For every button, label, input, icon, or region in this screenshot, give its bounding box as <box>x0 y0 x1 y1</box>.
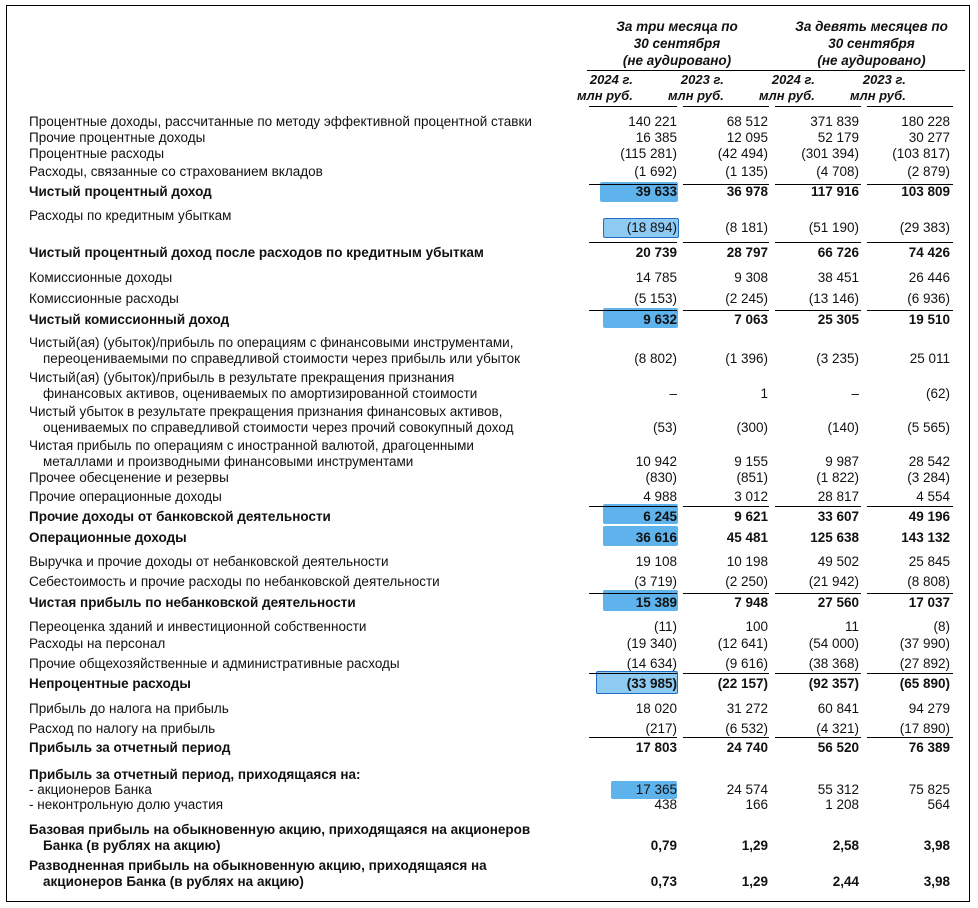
row-label: - акционеров Банка <box>29 782 152 797</box>
row-other-banking-income <box>7 509 969 525</box>
cell-9m-2023: 17 037 <box>908 595 950 610</box>
cell-9m-2023: 76 389 <box>908 740 950 755</box>
cell-q-2024: 0,73 <box>650 874 677 889</box>
row-label: Комиссионные расходы <box>29 291 179 306</box>
header-nine-months-line1: За девять месяцев по <box>795 19 948 34</box>
row-label: Разводненная прибыль на обыкновенную акцию, приходящаяся на <box>29 858 487 873</box>
row-other-operating-income <box>7 489 969 505</box>
row-label: Чистый комиссионный доход <box>29 312 230 327</box>
row-personnel-expenses <box>7 636 969 652</box>
cell-q-2023: 31 272 <box>726 701 768 716</box>
row-diluted-eps <box>7 858 969 874</box>
row-label: Чистый(ая) (убыток)/прибыль по операциям с финансовыми инструментами, <box>29 335 514 350</box>
total-underline <box>683 310 769 311</box>
row-commission-expense <box>7 291 969 307</box>
cell-9m-2023: (103 817) <box>892 146 950 161</box>
row-net-interest-after-credit-loss <box>7 245 969 261</box>
cell-9m-2024: 55 312 <box>817 782 859 797</box>
column-year: 2023 г. <box>862 72 906 87</box>
cell-q-2023: 28 797 <box>726 245 768 260</box>
row-label: Прибыль за отчетный период, приходящаяся на: <box>29 767 361 782</box>
cell-9m-2024: 49 502 <box>817 554 859 569</box>
cell-q-2024: 4 988 <box>643 489 677 504</box>
cell-9m-2023: 180 228 <box>901 114 950 129</box>
cell-q-2023: 36 978 <box>726 184 768 199</box>
total-underline <box>589 506 677 507</box>
total-underline <box>589 593 677 594</box>
row-label-continued: оцениваемых по справедливой стоимости через прочий совокупный доход <box>43 420 514 435</box>
row-label: Себестоимость и прочие расходы по небанковской деятельности <box>29 574 440 589</box>
total-underline <box>589 310 677 311</box>
cell-9m-2023: 94 279 <box>908 701 950 716</box>
financial-statement <box>6 5 970 902</box>
cell-q-2023: 3 012 <box>734 489 768 504</box>
header-nine-months <box>779 18 964 69</box>
cell-q-2024: (33 985) <box>626 676 677 691</box>
total-underline <box>683 593 769 594</box>
row-label: Прочие операционные доходы <box>29 489 222 504</box>
row-other-impairment <box>7 470 969 486</box>
cell-9m-2024: 38 451 <box>817 270 859 285</box>
cell-9m-2024: 25 305 <box>817 312 859 327</box>
row-label: Базовая прибыль на обыкновенную акцию, приходящаяся на акционеров <box>29 822 531 837</box>
total-underline <box>775 593 861 594</box>
column-year: 2024 г. <box>589 72 633 87</box>
cell-q-2023: (1 396) <box>725 351 768 366</box>
cell-9m-2024: 66 726 <box>817 245 859 260</box>
row-label: Прочие процентные доходы <box>29 130 206 145</box>
total-underline <box>589 242 677 243</box>
row-label-continued: Банка (в рублях на акцию) <box>43 838 221 853</box>
cell-9m-2024: (4 708) <box>816 164 859 179</box>
cell-9m-2023: (17 890) <box>899 721 950 736</box>
header-three-months <box>597 18 757 69</box>
cell-q-2023: 12 095 <box>726 130 768 145</box>
column-unit: млн руб. <box>577 88 633 103</box>
total-underline <box>683 242 769 243</box>
cell-q-2023: 9 155 <box>734 454 768 469</box>
cell-9m-2024: 60 841 <box>817 701 859 716</box>
row-label-continued: металлами и производными финансовыми инструментами <box>43 454 414 469</box>
header-three-months-line2: 30 сентября <box>633 36 721 51</box>
row-label: Расходы, связанные со страхованием вкладов <box>29 164 323 179</box>
cell-q-2023: (300) <box>736 420 768 435</box>
cell-9m-2023: (8 808) <box>907 574 950 589</box>
row-label: Расход по налогу на прибыль <box>29 721 216 736</box>
cell-q-2023: 9 308 <box>734 270 768 285</box>
row-label: Прибыль до налога на прибыль <box>29 701 229 716</box>
cell-9m-2023: 75 825 <box>908 782 950 797</box>
cell-q-2024: 19 108 <box>635 554 677 569</box>
row-label: Чистая прибыль по операциям с иностранной валютой, драгоценными <box>29 438 474 453</box>
row-label: Комиссионные доходы <box>29 270 173 285</box>
row-label-continued: переоцениваемыми по справедливой стоимости через прибыль или убыток <box>43 351 521 366</box>
cell-9m-2024: (51 190) <box>808 220 859 235</box>
cell-9m-2024: 371 839 <box>810 114 859 129</box>
cell-9m-2023: 3,98 <box>923 838 950 853</box>
row-deposit-insurance <box>7 164 969 180</box>
cell-q-2024: 18 020 <box>635 701 677 716</box>
cell-9m-2023: 28 542 <box>908 454 950 469</box>
row-net-commission-income <box>7 312 969 328</box>
row-label: Прочие общехозяйственные и административные расходы <box>29 656 400 671</box>
row-fvtpl-gain-loss-cont <box>7 351 969 367</box>
row-credit-loss-values <box>7 220 969 236</box>
cell-q-2024: 140 221 <box>628 114 677 129</box>
cell-9m-2023: (29 383) <box>899 220 950 235</box>
total-underline <box>775 506 861 507</box>
row-net-interest-income <box>7 184 969 200</box>
cell-9m-2024: 2,58 <box>832 838 859 853</box>
total-underline <box>683 506 769 507</box>
header-nine-months-line3: (не аудировано) <box>817 53 926 68</box>
row-nonbanking-profit <box>7 595 969 611</box>
header-group-underline <box>587 70 965 71</box>
cell-q-2024: (11) <box>653 619 677 634</box>
cell-q-2023: (22 157) <box>717 676 768 691</box>
cell-9m-2024: 28 817 <box>817 489 859 504</box>
total-underline <box>867 242 953 243</box>
cell-q-2023: (2 245) <box>725 291 768 306</box>
cell-q-2024: 16 385 <box>635 130 677 145</box>
row-profit-attributable-heading <box>7 767 969 783</box>
cell-q-2024: 0,79 <box>650 838 677 853</box>
cell-q-2023: (1 135) <box>725 164 768 179</box>
cell-9m-2023: 19 510 <box>908 312 950 327</box>
cell-q-2023: (6 532) <box>725 721 768 736</box>
row-derecognition-amortized-cont <box>7 386 969 402</box>
total-underline <box>589 673 677 674</box>
row-label: Прочее обесценение и резервы <box>29 470 229 485</box>
header-column-underline <box>775 106 861 107</box>
cell-9m-2023: (6 936) <box>907 291 950 306</box>
cell-q-2023: 1 <box>760 386 768 401</box>
row-label: Переоценка зданий и инвестиционной собственности <box>29 619 367 634</box>
row-fx-metals-derivatives-cont <box>7 454 969 470</box>
cell-q-2024: 36 616 <box>635 530 677 545</box>
cell-q-2023: 10 198 <box>726 554 768 569</box>
cell-9m-2024: 2,44 <box>832 874 859 889</box>
cell-9m-2023: (2 879) <box>907 164 950 179</box>
cell-9m-2024: – <box>851 386 859 401</box>
cell-q-2024: 20 739 <box>635 245 677 260</box>
row-label-continued: финансовых активов, оцениваемых по амортизированной стоимости <box>43 386 478 401</box>
cell-9m-2024: 33 607 <box>817 509 859 524</box>
cell-9m-2024: 1 208 <box>825 797 859 812</box>
cell-q-2024: (115 281) <box>620 146 677 161</box>
row-noncontrolling-interest <box>7 797 969 813</box>
row-shareholders <box>7 782 969 798</box>
row-label: Прибыль за отчетный период <box>29 740 231 755</box>
cell-q-2023: (8 181) <box>725 220 768 235</box>
cell-q-2023: 9 621 <box>734 509 768 524</box>
cell-9m-2024: (4 321) <box>816 721 859 736</box>
cell-q-2024: (8 802) <box>634 351 677 366</box>
cell-9m-2023: (3 284) <box>907 470 950 485</box>
header-column-underline <box>589 106 677 107</box>
row-label: Непроцентные расходы <box>29 676 191 691</box>
cell-9m-2024: (21 942) <box>808 574 859 589</box>
cell-q-2023: 7 063 <box>734 312 768 327</box>
cell-q-2024: 15 389 <box>635 595 677 610</box>
row-period-profit <box>7 740 969 756</box>
row-profit-before-tax <box>7 701 969 717</box>
row-label: Расходы на персонал <box>29 636 166 651</box>
cell-q-2023: (851) <box>736 470 768 485</box>
cell-9m-2023: 49 196 <box>908 509 950 524</box>
cell-q-2024: 438 <box>654 797 677 812</box>
column-year: 2024 г. <box>771 72 815 87</box>
row-label: Процентные доходы, рассчитанные по методу эффективной процентной ставки <box>29 114 532 129</box>
cell-9m-2023: 25 011 <box>909 351 950 366</box>
cell-9m-2023: (27 892) <box>899 656 950 671</box>
column-header-3 <box>759 72 815 104</box>
total-underline <box>589 737 677 738</box>
column-unit: млн руб. <box>759 88 815 103</box>
row-noninterest-expenses <box>7 676 969 692</box>
total-underline <box>775 242 861 243</box>
row-label: Прочие доходы от банковской деятельности <box>29 509 331 524</box>
row-derecognition-fvoci <box>7 404 969 420</box>
cell-9m-2024: 9 987 <box>825 454 859 469</box>
cell-9m-2024: 117 916 <box>810 184 859 199</box>
cell-q-2024: 10 942 <box>635 454 677 469</box>
cell-9m-2023: 25 845 <box>908 554 950 569</box>
column-unit: млн руб. <box>850 88 906 103</box>
cell-q-2024: (217) <box>645 721 677 736</box>
header-column-underline <box>683 106 769 107</box>
total-underline <box>775 737 861 738</box>
row-nonbanking-cost <box>7 574 969 590</box>
cell-q-2023: 24 574 <box>726 782 768 797</box>
cell-9m-2023: 4 554 <box>916 489 950 504</box>
cell-q-2023: (2 250) <box>725 574 768 589</box>
cell-9m-2023: (62) <box>925 386 950 401</box>
cell-9m-2023: 103 809 <box>901 184 950 199</box>
cell-q-2024: 39 633 <box>635 184 677 199</box>
total-underline <box>867 593 953 594</box>
cell-q-2023: 24 740 <box>726 740 768 755</box>
cell-9m-2024: 52 179 <box>817 130 859 145</box>
cell-9m-2024: (3 235) <box>816 351 859 366</box>
header-column-underline <box>867 106 953 107</box>
cell-q-2024: 17 365 <box>635 782 677 797</box>
row-label: Операционные доходы <box>29 530 187 545</box>
cell-q-2023: 1,29 <box>741 874 768 889</box>
row-operating-income <box>7 530 969 546</box>
cell-q-2024: – <box>669 386 677 401</box>
total-underline <box>867 506 953 507</box>
column-header-2 <box>668 72 724 104</box>
cell-q-2023: (9 616) <box>725 656 768 671</box>
cell-9m-2023: (65 890) <box>899 676 950 691</box>
cell-q-2023: 1,29 <box>741 838 768 853</box>
row-income-tax <box>7 721 969 737</box>
row-basic-eps <box>7 822 969 838</box>
cell-q-2023: (12 641) <box>717 636 768 651</box>
cell-9m-2023: 3,98 <box>923 874 950 889</box>
row-basic-eps-cont <box>7 838 969 854</box>
cell-q-2024: (53) <box>652 420 677 435</box>
row-general-admin-expenses <box>7 656 969 672</box>
cell-9m-2023: (5 565) <box>907 420 950 435</box>
row-label-continued: акционеров Банка (в рублях на акцию) <box>43 874 304 889</box>
cell-q-2023: (42 494) <box>717 146 768 161</box>
cell-q-2024: (3 719) <box>634 574 677 589</box>
total-underline <box>683 737 769 738</box>
row-label: Чистый убыток в результате прекращения признания финансовых активов, <box>29 404 503 419</box>
cell-9m-2024: (38 368) <box>808 656 859 671</box>
row-interest-income-eir <box>7 114 969 130</box>
row-revaluation-buildings <box>7 619 969 635</box>
cell-9m-2023: 143 132 <box>901 530 950 545</box>
cell-9m-2024: 11 <box>844 619 859 634</box>
row-label: Чистый(ая) (убыток)/прибыль в результате прекращения признания <box>29 370 455 385</box>
header-three-months-line1: За три месяца по <box>616 19 738 34</box>
row-label: Чистая прибыль по небанковской деятельности <box>29 595 356 610</box>
row-label: Расходы по кредитным убыткам <box>29 208 232 223</box>
cell-9m-2024: 56 520 <box>817 740 859 755</box>
cell-q-2024: 14 785 <box>635 270 677 285</box>
cell-q-2023: 68 512 <box>726 114 768 129</box>
column-year: 2023 г. <box>680 72 724 87</box>
cell-q-2024: (1 692) <box>634 164 677 179</box>
cell-9m-2024: (92 357) <box>808 676 859 691</box>
cell-q-2024: (14 634) <box>626 656 677 671</box>
cell-9m-2023: (37 990) <box>899 636 950 651</box>
cell-9m-2023: 30 277 <box>908 130 950 145</box>
row-label: Чистый процентный доход <box>29 184 212 199</box>
total-underline <box>683 673 769 674</box>
row-nonbanking-revenue <box>7 554 969 570</box>
cell-q-2024: (18 894) <box>626 220 677 235</box>
row-other-interest-income <box>7 130 969 146</box>
cell-q-2024: 6 245 <box>643 509 677 524</box>
cell-q-2023: 100 <box>745 619 768 634</box>
cell-q-2023: 166 <box>745 797 768 812</box>
cell-q-2024: 9 632 <box>643 312 677 327</box>
cell-9m-2024: (1 822) <box>816 470 859 485</box>
row-commission-income <box>7 270 969 286</box>
cell-9m-2023: 26 446 <box>908 270 950 285</box>
column-header-4 <box>850 72 906 104</box>
cell-9m-2023: 74 426 <box>908 245 950 260</box>
cell-9m-2024: 125 638 <box>810 530 859 545</box>
cell-q-2023: 45 481 <box>726 530 768 545</box>
cell-9m-2024: (54 000) <box>808 636 859 651</box>
row-label: Выручка и прочие доходы от небанковской деятельности <box>29 554 389 569</box>
cell-9m-2023: 564 <box>927 797 950 812</box>
cell-9m-2023: (8) <box>933 619 950 634</box>
row-label: - неконтрольную долю участия <box>29 797 224 812</box>
row-derecognition-fvoci-cont <box>7 420 969 436</box>
cell-9m-2024: 27 560 <box>817 595 859 610</box>
total-underline <box>867 737 953 738</box>
header-nine-months-line2: 30 сентября <box>828 36 915 51</box>
cell-q-2024: 17 803 <box>635 740 677 755</box>
row-label: Чистый процентный доход после расходов по кредитным убыткам <box>29 245 484 260</box>
cell-9m-2024: (301 394) <box>801 146 859 161</box>
row-label: Процентные расходы <box>29 146 165 161</box>
cell-9m-2024: (13 146) <box>808 291 859 306</box>
cell-q-2024: (19 340) <box>626 636 677 651</box>
cell-9m-2024: (140) <box>827 420 859 435</box>
row-fvtpl-gain-loss <box>7 335 969 351</box>
total-underline <box>867 310 953 311</box>
cell-q-2024: (830) <box>645 470 677 485</box>
header-three-months-line3: (не аудировано) <box>622 53 732 68</box>
row-diluted-eps-cont <box>7 874 969 890</box>
column-unit: млн руб. <box>668 88 724 103</box>
row-interest-expense <box>7 146 969 162</box>
row-fx-metals-derivatives <box>7 438 969 454</box>
total-underline <box>775 673 861 674</box>
cell-q-2024: (5 153) <box>634 291 677 306</box>
column-header-1 <box>577 72 633 104</box>
cell-q-2023: 7 948 <box>734 595 768 610</box>
row-derecognition-amortized <box>7 370 969 386</box>
total-underline <box>867 673 953 674</box>
total-underline <box>775 310 861 311</box>
